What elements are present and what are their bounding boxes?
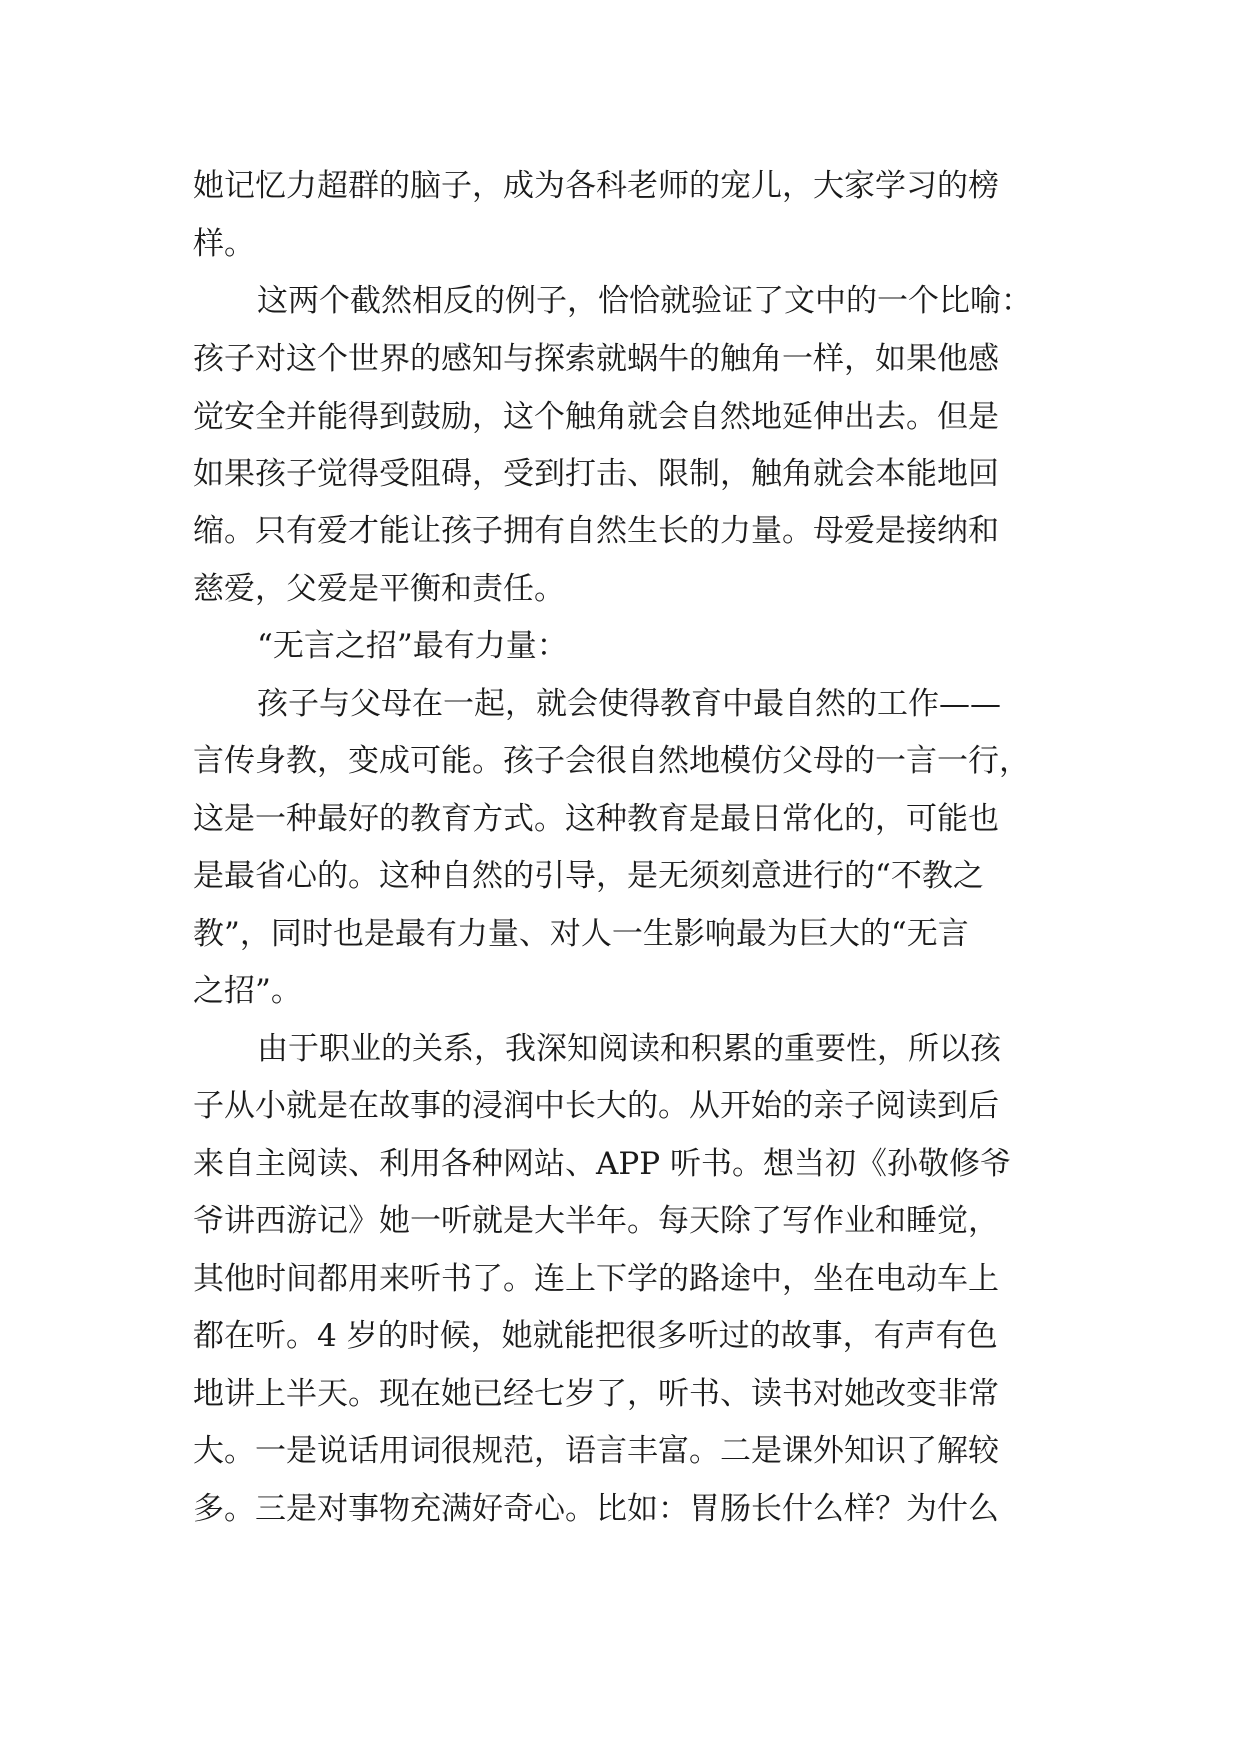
text-line: 都在听。4 岁的时候，她就能把很多听过的故事，有声有色 bbox=[193, 1318, 998, 1354]
text-line: 教”，同时也是最有力量、对人一生影响最为巨大的“无言 bbox=[193, 916, 969, 952]
text-line: 地讲上半天。现在她已经七岁了，听书、读书对她改变非常 bbox=[193, 1376, 999, 1412]
section-heading: “无言之招”最有力量： bbox=[257, 628, 568, 664]
text-line: 样。 bbox=[193, 226, 255, 262]
text-line: 慈爱，父爱是平衡和责任。 bbox=[193, 571, 565, 607]
text-line: 多。三是对事物充满好奇心。比如：胃肠长什么样？为什么 bbox=[193, 1491, 999, 1527]
text-line: 孩子与父母在一起，就会使得教育中最自然的工作—— bbox=[257, 686, 1001, 722]
text-line: 子从小就是在故事的浸润中长大的。从开始的亲子阅读到后 bbox=[193, 1088, 999, 1124]
text-line: 缩。只有爱才能让孩子拥有自然生长的力量。母爱是接纳和 bbox=[193, 513, 999, 549]
text-line: 言传身教，变成可能。孩子会很自然地模仿父母的一言一行， bbox=[193, 743, 1030, 779]
text-line: 大。一是说话用词很规范，语言丰富。二是课外知识了解较 bbox=[193, 1433, 999, 1469]
text-line: 这是一种最好的教育方式。这种教育是最日常化的，可能也 bbox=[193, 801, 999, 837]
text-line: 由于职业的关系，我深知阅读和积累的重要性，所以孩 bbox=[257, 1031, 1001, 1067]
text-line: 其他时间都用来听书了。连上下学的路途中，坐在电动车上 bbox=[193, 1261, 999, 1297]
text-line: 她记忆力超群的脑子，成为各科老师的宠儿，大家学习的榜 bbox=[193, 168, 999, 204]
text-line: 如果孩子觉得受阻碍，受到打击、限制，触角就会本能地回 bbox=[193, 456, 999, 492]
text-line: 孩子对这个世界的感知与探索就蜗牛的触角一样，如果他感 bbox=[193, 341, 999, 377]
text-line: 觉安全并能得到鼓励，这个触角就会自然地延伸出去。但是 bbox=[193, 399, 999, 435]
text-line: 之招”。 bbox=[193, 973, 302, 1009]
text-line: 来自主阅读、利用各种网站、APP 听书。想当初《孙敬修爷 bbox=[193, 1146, 1011, 1182]
text-line: 这两个截然相反的例子，恰恰就验证了文中的一个比喻： bbox=[257, 283, 1032, 319]
text-line: 是最省心的。这种自然的引导，是无须刻意进行的“不教之 bbox=[193, 858, 984, 894]
text-line: 爷讲西游记》她一听就是大半年。每天除了写作业和睡觉， bbox=[193, 1203, 999, 1239]
